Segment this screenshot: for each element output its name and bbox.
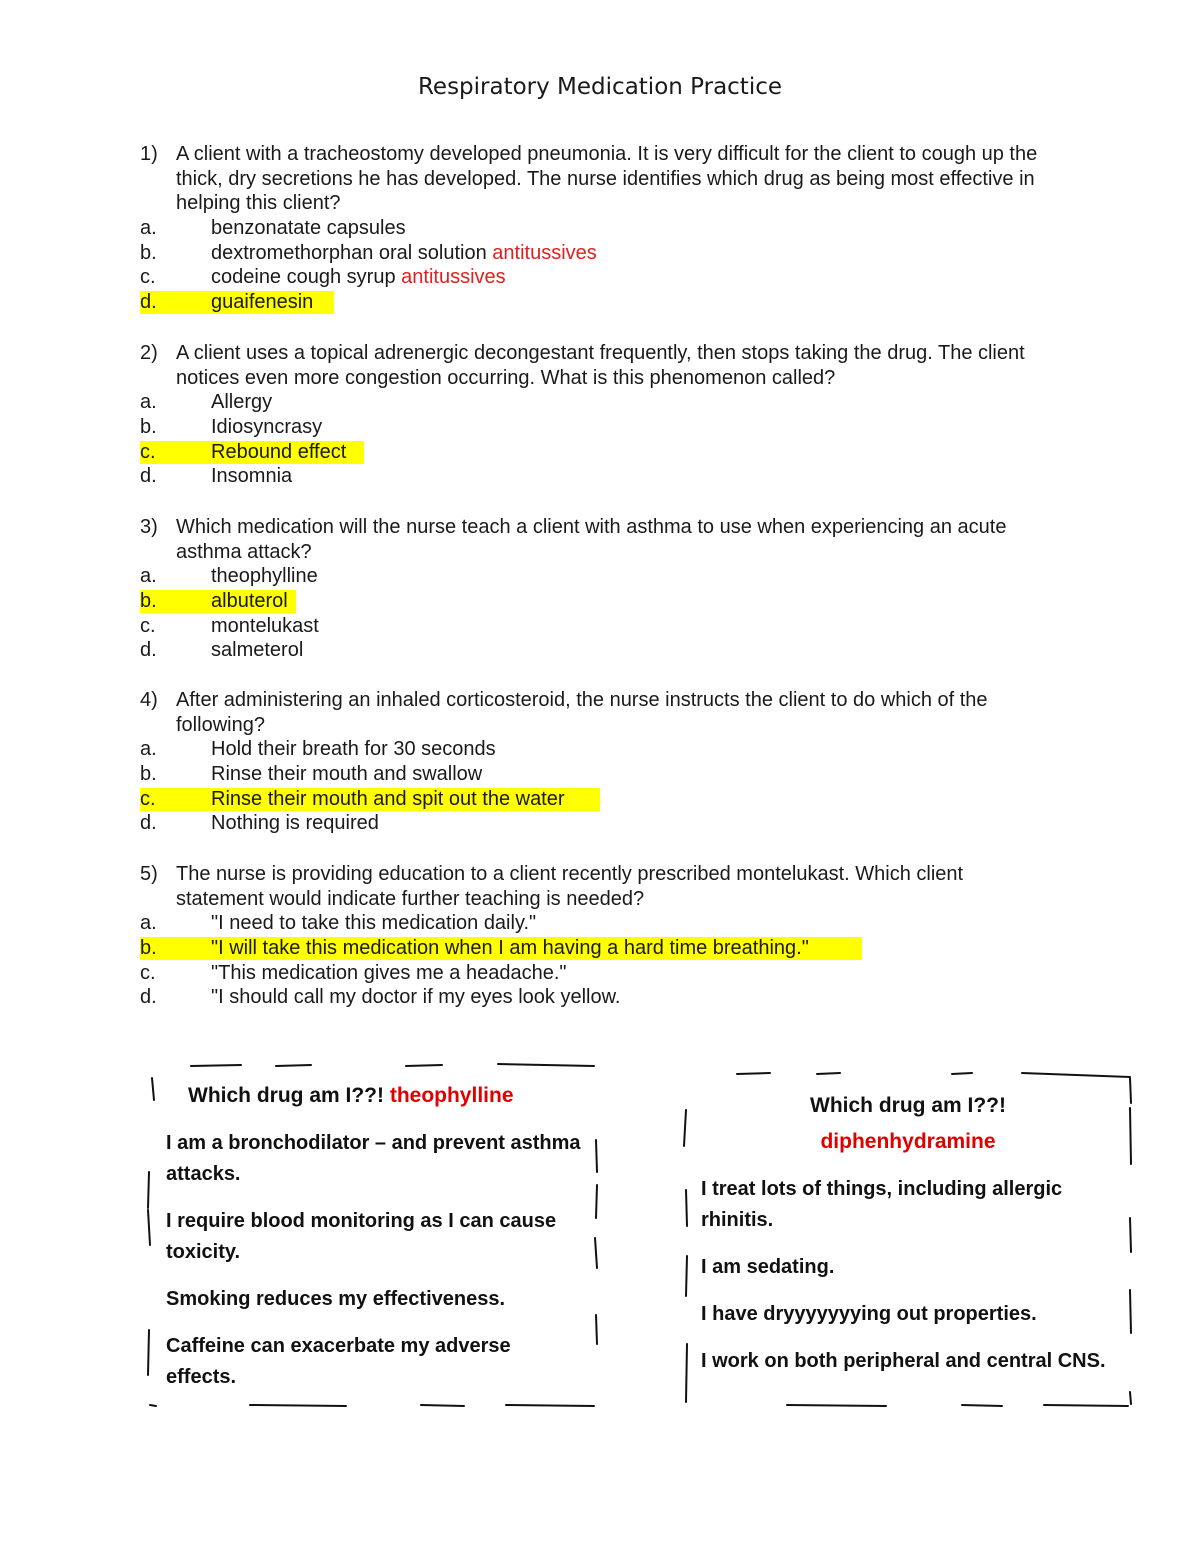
option-d <box>0 985 1200 1010</box>
question-5 <box>0 862 1200 1010</box>
option-text: Allergy <box>211 391 273 414</box>
option-text: "This medication gives me a headache." <box>211 961 567 984</box>
option-a <box>0 390 1200 415</box>
option-b <box>0 762 1200 787</box>
option-text: Rinse their mouth and swallow <box>211 763 483 786</box>
card-clue: I am sedating. <box>701 1256 835 1278</box>
question-text: A client with a tracheostomy developed pneumonia. It is very difficult for the client to cough up the thick, dry secretions he has developed. The nurse identifies which drug as being most effective in helping this client? <box>176 143 1038 215</box>
option-c <box>0 265 1200 290</box>
option-letter: d. <box>140 639 157 662</box>
question-stem <box>140 341 1056 390</box>
option-letter: c. <box>140 961 156 984</box>
question-text: Which medication will the nurse teach a client with asthma to use when experiencing an acute asthma attack? <box>176 516 1007 563</box>
question-stem <box>140 688 1056 737</box>
option-note: antitussives <box>492 241 597 264</box>
card-answer: theophylline <box>389 1084 514 1107</box>
drug-card-theophylline <box>146 1060 600 1410</box>
question-text: After administering an inhaled corticosteroid, the nurse instructs the client to do which of the following? <box>176 689 988 736</box>
option-text: "I need to take this medication daily." <box>211 912 537 935</box>
option-text: montelukast <box>211 614 319 637</box>
question-stem <box>140 515 1056 564</box>
option-letter: c. <box>140 614 156 637</box>
question-number: 3) <box>140 516 158 538</box>
option-a <box>0 216 1200 241</box>
option-d <box>0 811 1200 836</box>
option-c-correct <box>0 440 1200 465</box>
option-text: theophylline <box>211 565 318 588</box>
option-letter: b. <box>140 937 157 960</box>
option-letter: c. <box>140 440 156 463</box>
card-clue: I am a bronchodilator – and prevent asthma attacks. <box>166 1132 581 1185</box>
option-text: guaifenesin <box>211 291 314 314</box>
option-text: dextromethorphan oral solution <box>211 241 487 264</box>
option-letter: a. <box>140 217 157 240</box>
option-text: Nothing is required <box>211 812 379 835</box>
option-letter: b. <box>140 241 157 264</box>
option-letter: b. <box>140 763 157 786</box>
page-title: Respiratory Medication Practice <box>417 74 783 100</box>
option-letter: a. <box>140 391 157 414</box>
card-clue: Caffeine can exacerbate my adverse effects. <box>166 1335 511 1388</box>
option-letter: b. <box>140 590 157 613</box>
option-text: albuterol <box>211 590 288 613</box>
option-b-correct <box>0 589 1200 614</box>
card-clue: I have dryyyyyyying out properties. <box>701 1303 1037 1325</box>
option-b-correct <box>0 936 1200 961</box>
option-d <box>0 464 1200 489</box>
option-text: "I will take this medication when I am having a hard time breathing." <box>211 937 809 960</box>
option-letter: b. <box>140 416 157 439</box>
option-text: salmeterol <box>211 639 304 662</box>
card-question: Which drug am I??! <box>188 1084 384 1107</box>
question-3 <box>0 515 1200 663</box>
option-text: "I should call my doctor if my eyes look yellow. <box>211 986 621 1009</box>
question-number: 5) <box>140 863 158 885</box>
option-a <box>0 911 1200 936</box>
option-text: Hold their breath for 30 seconds <box>211 738 496 761</box>
card-clue: I treat lots of things, including allergic rhinitis. <box>701 1178 1063 1231</box>
option-d <box>0 638 1200 663</box>
card-title <box>188 1080 588 1112</box>
option-letter: d. <box>140 812 157 835</box>
option-letter: c. <box>140 787 156 810</box>
option-text: codeine cough syrup <box>211 266 396 289</box>
option-text: Insomnia <box>211 465 293 488</box>
question-stem <box>140 142 1056 216</box>
option-letter: d. <box>140 465 157 488</box>
question-4 <box>0 688 1200 836</box>
drug-card-diphenhydramine <box>682 1068 1134 1410</box>
card-clue: Smoking reduces my effectiveness. <box>166 1288 506 1310</box>
option-text: Rebound effect <box>211 440 347 463</box>
question-number: 2) <box>140 342 158 364</box>
option-d-correct <box>0 290 1200 315</box>
option-letter: a. <box>140 565 157 588</box>
question-2 <box>0 341 1200 489</box>
card-question: Which drug am I??! <box>810 1094 1006 1117</box>
question-1 <box>0 142 1200 315</box>
card-clue: I work on both peripheral and central CNS. <box>701 1350 1106 1372</box>
card-answer: diphenhydramine <box>820 1130 996 1153</box>
option-letter: d. <box>140 291 157 314</box>
question-number: 4) <box>140 689 158 711</box>
question-stem <box>140 862 1056 911</box>
card-clue: I require blood monitoring as I can cause toxicity. <box>166 1210 557 1263</box>
option-b <box>0 241 1200 266</box>
option-letter: a. <box>140 912 157 935</box>
question-number: 1) <box>140 143 158 165</box>
question-text: The nurse is providing education to a client recently prescribed montelukast. Which client statement would indicate further teaching is needed? <box>176 863 964 910</box>
option-text: benzonatate capsules <box>211 217 406 240</box>
option-letter: a. <box>140 738 157 761</box>
option-c <box>0 961 1200 986</box>
option-c <box>0 614 1200 639</box>
option-b <box>0 415 1200 440</box>
option-a <box>0 737 1200 762</box>
option-letter: d. <box>140 986 157 1009</box>
option-c-correct <box>0 787 1200 812</box>
option-text: Rinse their mouth and spit out the water <box>211 787 565 810</box>
option-note: antitussives <box>401 266 506 289</box>
option-text: Idiosyncrasy <box>211 416 323 439</box>
option-letter: c. <box>140 266 156 289</box>
question-text: A client uses a topical adrenergic decongestant frequently, then stops taking the drug. The client notices even more congestion occurring. What is this phenomenon called? <box>176 342 1025 389</box>
option-a <box>0 564 1200 589</box>
